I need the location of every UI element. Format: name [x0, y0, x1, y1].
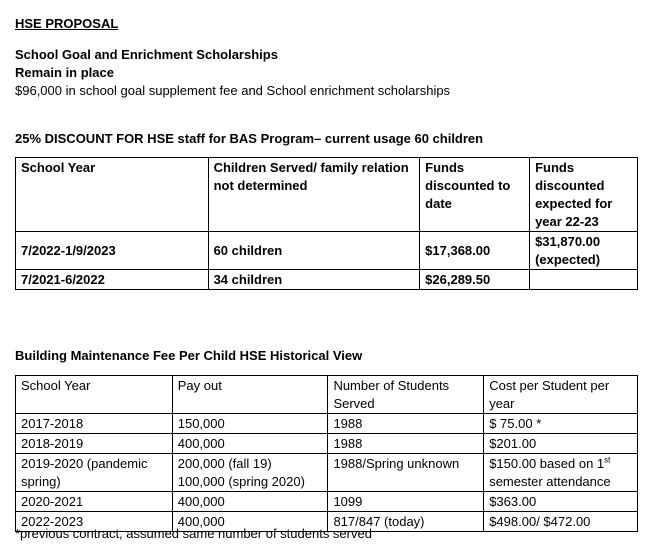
- column-header: Cost per Student per year: [484, 376, 638, 414]
- table-header-row: [16, 376, 638, 414]
- maintenance-table: [15, 375, 638, 532]
- discount-table: [15, 157, 638, 290]
- table-cell: 34 children: [208, 270, 420, 290]
- table-header-row: [16, 158, 638, 232]
- maintenance-heading: Building Maintenance Fee Per Child HSE Historical View: [15, 348, 363, 363]
- table-cell: $363.00: [484, 492, 638, 512]
- table-cell: [484, 454, 638, 492]
- table-row: [16, 492, 638, 512]
- table-cell: 2017-2018: [16, 414, 173, 434]
- table-cell: 400,000: [172, 434, 328, 454]
- column-header: Funds discounted to date: [420, 158, 530, 232]
- table-cell: 1988: [328, 434, 484, 454]
- table-row: [16, 270, 638, 290]
- table-cell: 2022-2023: [16, 512, 173, 532]
- table-cell: 2019-2020 (pandemic spring): [16, 454, 173, 492]
- column-header: Funds discounted expected for year 22-23: [530, 158, 638, 232]
- column-header: Children Served/ family relation not determined: [208, 158, 420, 232]
- table-row: [16, 454, 638, 492]
- scholarship-status: Remain in place: [15, 65, 114, 80]
- ordinal-suffix: st: [604, 455, 611, 465]
- table-cell: $31,870.00 (expected): [530, 232, 638, 270]
- table-cell: 2018-2019: [16, 434, 173, 454]
- payout-line: 100,000 (spring 2020): [177, 474, 305, 489]
- table-cell: $26,289.50: [420, 270, 530, 290]
- column-header: School Year: [16, 158, 209, 232]
- discount-heading: 25% DISCOUNT FOR HSE staff for BAS Program– current usage 60 children: [15, 131, 484, 146]
- cost-text: $150.00 based on 1: [489, 456, 605, 471]
- table-cell: $ 75.00 *: [484, 414, 638, 434]
- table-cell: [530, 270, 638, 290]
- table-cell: 150,000: [172, 414, 328, 434]
- table-row: [16, 434, 638, 454]
- table-cell: $201.00: [484, 434, 638, 454]
- column-header: Number of Students Served: [328, 376, 484, 414]
- column-header: Pay out: [172, 376, 328, 414]
- footnote: *previous contract, assumed same number of students served: [15, 526, 372, 541]
- table-cell: 1988: [328, 414, 484, 434]
- table-row: [16, 232, 638, 270]
- table-cell: 60 children: [208, 232, 420, 270]
- column-header: School Year: [16, 376, 173, 414]
- table-cell: 1988/Spring unknown: [328, 454, 484, 492]
- table-cell: 7/2021-6/2022: [16, 270, 209, 290]
- table-cell: $17,368.00: [420, 232, 530, 270]
- page-title: HSE PROPOSAL: [15, 16, 119, 31]
- table-cell: 817/847 (today): [328, 512, 484, 532]
- scholarship-detail: $96,000 in school goal supplement fee and School enrichment scholarships: [15, 83, 451, 98]
- table-cell: 400,000: [172, 492, 328, 512]
- scholarship-heading: School Goal and Enrichment Scholarships: [15, 47, 278, 62]
- table-row: [16, 414, 638, 434]
- cost-text: semester attendance: [489, 474, 611, 489]
- table-cell: $498.00/ $472.00: [484, 512, 638, 532]
- table-cell: [172, 454, 328, 492]
- table-cell: 2020-2021: [16, 492, 173, 512]
- payout-line: 200,000 (fall 19): [177, 456, 272, 471]
- table-cell: 400,000: [172, 512, 328, 532]
- table-cell: 1099: [328, 492, 484, 512]
- table-cell: 7/2022-1/9/2023: [16, 232, 209, 270]
